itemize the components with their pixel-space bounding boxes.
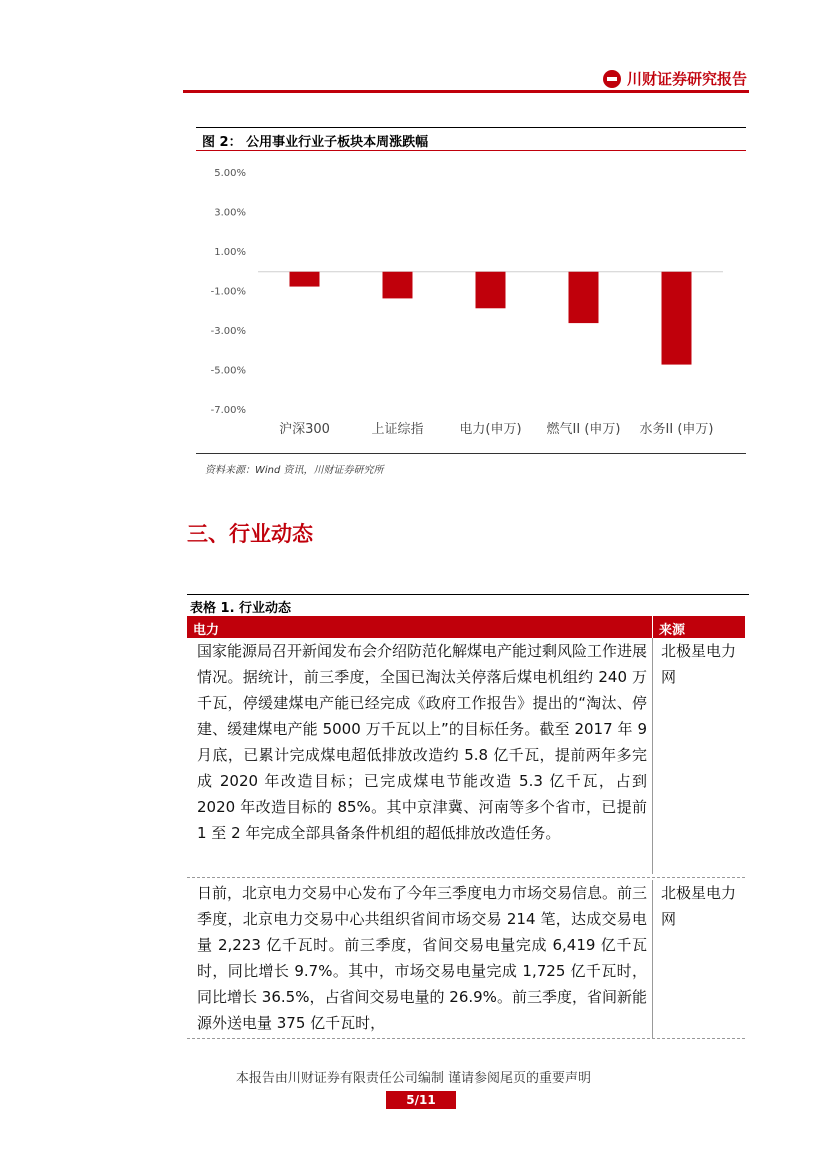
- header-rule: [183, 90, 749, 93]
- bar: [569, 272, 599, 323]
- bar: [290, 272, 320, 287]
- page-number: 5/11: [386, 1091, 456, 1109]
- section-heading: 三、行业动态: [187, 522, 313, 546]
- table-row-source: 北极星电力网: [661, 642, 737, 686]
- y-tick-label: 1.00%: [214, 247, 246, 258]
- table-row-text: 国家能源局召开新闻发布会介绍防范化解煤电产能过剩风险工作进展情况。据统计，前三季度，全国已淘汰关停落后煤电机组约 240 万千瓦，停缓建煤电产能已经完成《政府工作报告》提出的“淘汰、停建、缓建煤电产能 5000 万千瓦以上”的目标任务。截至 2017 年 9 月底，已累计完成煤电超低排放改造约 5.8 亿千瓦，提前两年多完成 2020 年改造目标；已完成煤电节能改造 5.3 亿千瓦，占到 2020 年改造目标的 85%。其中京津冀、河南等多个省市，已提前 1 至 2 年完成全部具备条件机组的超低排放改造任务。: [197, 642, 648, 842]
- y-tick-label: -1.00%: [210, 286, 246, 298]
- table-top-rule: [187, 594, 749, 595]
- table-row-text: 日前，北京电力交易中心发布了今年三季度电力市场交易信息。前三季度，北京电力交易中心共组织省间市场交易 214 笔，达成交易电量 2,223 亿千瓦时。前三季度，省间交易电量完成 6,419 亿千瓦时，同比增长 9.7%。其中，市场交易电量完成 1,725 亿千瓦时，同比增长 36.5%，占省间交易电量的 26.9%。前三季度，省间新能源外送电量 375 亿千瓦时，: [197, 884, 647, 1032]
- bar: [383, 272, 413, 299]
- figure-source-rule: [196, 453, 746, 454]
- brand-logo-icon: [603, 70, 621, 88]
- brand-name: 川财证券研究报告: [626, 70, 747, 88]
- figure-source: 资料来源：Wind 资讯，川财证券研究所: [205, 465, 384, 476]
- bar-chart: [196, 150, 746, 450]
- column-divider: [652, 638, 653, 874]
- y-tick-label: 5.00%: [214, 168, 246, 179]
- x-category-label: 燃气II (申万): [546, 422, 621, 437]
- table-header-divider: [652, 616, 653, 638]
- header-brand: [603, 68, 747, 89]
- y-axis-ticks: [211, 168, 246, 416]
- bar: [476, 272, 506, 309]
- x-category-label: 沪深300: [279, 422, 330, 437]
- table-row-source: 北极星电力网: [661, 884, 737, 928]
- bar: [662, 272, 692, 365]
- bars: [290, 272, 692, 365]
- figure-top-rule: [196, 127, 746, 128]
- table-bottom-rule: [187, 1038, 745, 1039]
- x-category-label: 水务II (申万): [639, 422, 714, 437]
- y-tick-label: 3.00%: [214, 207, 246, 219]
- footer-disclaimer: 本报告由川财证券有限责任公司编制 谨请参阅尾页的重要声明: [235, 1071, 592, 1086]
- y-tick-label: -5.00%: [210, 365, 246, 377]
- y-tick-label: -3.00%: [210, 326, 246, 337]
- x-category-label: 电力(申万): [459, 422, 522, 437]
- table-caption: 表格 1. 行业动态: [190, 601, 292, 616]
- figure-title: 图 2： 公用事业行业子板块本周涨跌幅: [202, 135, 429, 150]
- table-header: [187, 616, 745, 638]
- table-header-category: 电力: [193, 623, 220, 638]
- column-divider: [652, 880, 653, 1038]
- table-header-source: 来源: [659, 623, 686, 638]
- x-axis-labels: [279, 421, 713, 437]
- table-row-separator: [187, 877, 745, 878]
- x-category-label: 上证综指: [371, 422, 424, 437]
- y-tick-label: -7.00%: [210, 405, 246, 416]
